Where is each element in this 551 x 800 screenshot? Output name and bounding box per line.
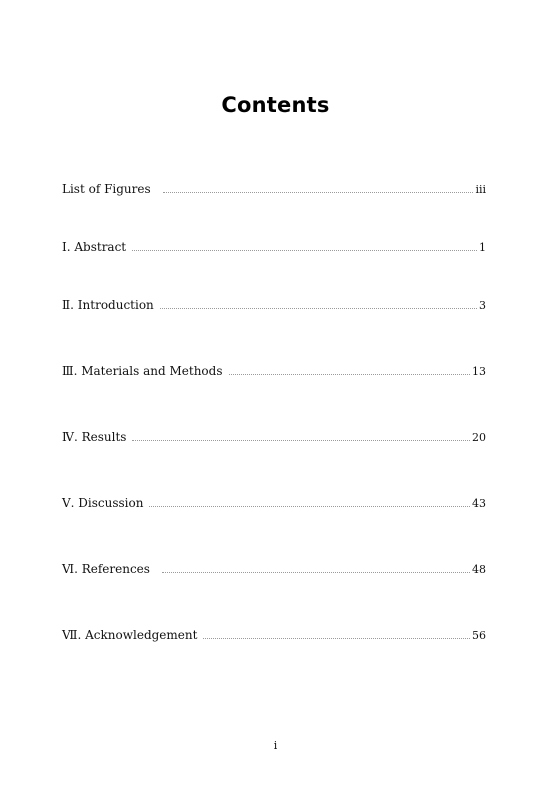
- toc-leader-dots: [160, 308, 477, 309]
- toc-entry-page: 1: [479, 241, 486, 254]
- toc-leader-dots: [229, 374, 471, 375]
- toc-leader-dots: [203, 638, 470, 639]
- page-title: Contents: [221, 93, 330, 117]
- toc-entry-page: 3: [479, 299, 486, 312]
- toc-leader-dots: [132, 250, 477, 251]
- toc-entry-label: Ⅶ. Acknowledgement: [62, 628, 198, 642]
- toc-entry-label: Ⅲ. Materials and Methods: [62, 364, 223, 378]
- page-number: i: [273, 739, 278, 752]
- toc-entry-acknowledgement[interactable]: [62, 628, 486, 643]
- toc-leader-dots: [163, 192, 474, 193]
- toc-entry-introduction[interactable]: [62, 298, 486, 313]
- toc-entry-label: Ⅳ. Results: [62, 430, 127, 444]
- toc-entry-page: 13: [472, 365, 486, 378]
- toc-leader-dots: [162, 572, 470, 573]
- toc-entry-label: Ⅵ. References: [62, 562, 150, 576]
- toc-leader-dots: [132, 440, 470, 441]
- toc-entry-page: 48: [472, 563, 486, 576]
- toc-entry-references[interactable]: [62, 562, 486, 577]
- toc-entry-abstract[interactable]: [62, 240, 486, 255]
- toc-entry-page: iii: [475, 183, 486, 196]
- toc-entry-page: 20: [472, 431, 486, 444]
- toc-entry-results[interactable]: [62, 430, 486, 445]
- toc-entry-label: Ⅰ. Abstract: [62, 240, 127, 254]
- toc-entry-label: List of Figures: [62, 182, 151, 196]
- toc-entry-list-of-figures[interactable]: [62, 182, 486, 197]
- toc-entry-materials-and-methods[interactable]: [62, 364, 486, 379]
- toc-entry-discussion[interactable]: [62, 496, 486, 511]
- toc-entry-label: Ⅴ. Discussion: [62, 496, 144, 510]
- toc-entry-page: 43: [472, 497, 486, 510]
- toc-leader-dots: [149, 506, 470, 507]
- toc-entry-label: Ⅱ. Introduction: [62, 298, 154, 312]
- toc-entry-page: 56: [472, 629, 486, 642]
